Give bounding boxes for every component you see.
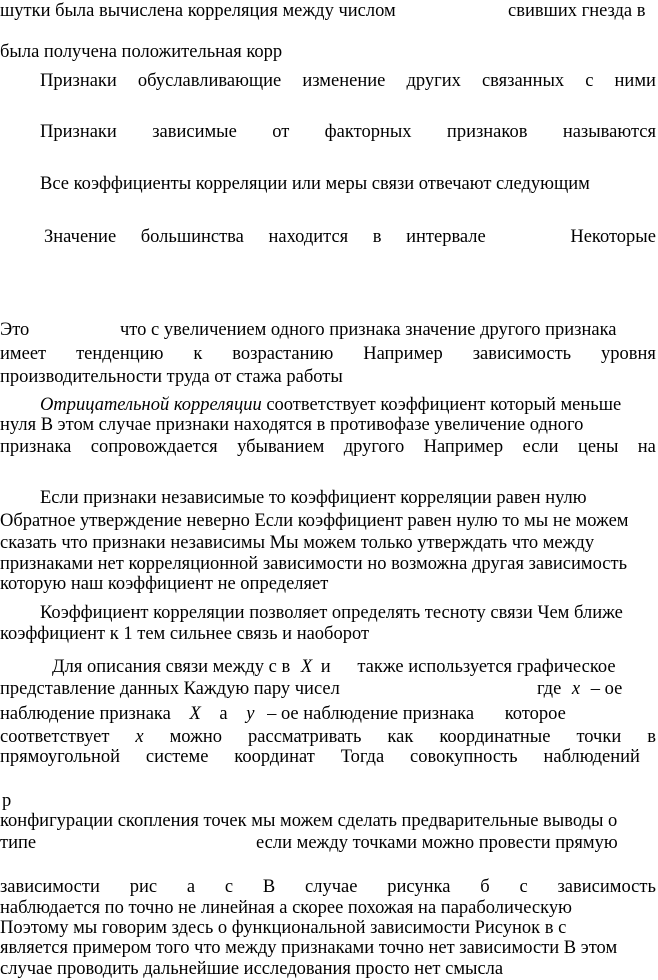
text-line-11 bbox=[0, 414, 583, 436]
variable-x: x bbox=[135, 727, 144, 747]
text-line-1-end bbox=[508, 0, 646, 22]
text-line-4 bbox=[40, 121, 656, 143]
text-line-1 bbox=[0, 0, 396, 22]
word: системе bbox=[145, 747, 209, 767]
text-line-15 bbox=[0, 532, 594, 554]
text-line-24 bbox=[0, 746, 640, 768]
word: называются bbox=[562, 122, 656, 142]
word: прямоугольной bbox=[0, 747, 121, 767]
text-line-32 bbox=[0, 958, 503, 980]
word: признаков bbox=[446, 122, 528, 142]
text-line-6 bbox=[44, 226, 656, 248]
word: зависимые bbox=[152, 122, 237, 142]
text-line-17-text: которую наш коэффициент не определяет bbox=[0, 574, 329, 594]
text-line-21-where: где bbox=[537, 679, 562, 699]
word: Признаки bbox=[40, 71, 117, 91]
word: тенденцию bbox=[76, 344, 164, 364]
text-line-17 bbox=[0, 573, 328, 595]
text-line-2 bbox=[0, 41, 282, 63]
word: ними bbox=[614, 71, 656, 91]
text-line-28 bbox=[0, 876, 656, 898]
word: возрастанию bbox=[232, 344, 334, 364]
text-line-26 bbox=[0, 810, 617, 832]
word: Например bbox=[363, 344, 443, 364]
text-line-31 bbox=[0, 937, 617, 959]
text-line-20-start: Для описания связи между с в bbox=[52, 657, 291, 677]
text-line-5-text: Все коэффициенты корреляции или меры связи отвечают следующим bbox=[40, 174, 590, 194]
word: в bbox=[647, 727, 656, 747]
word: обуславливающие bbox=[137, 71, 282, 91]
word: зависимость bbox=[557, 877, 656, 897]
text-line-21 bbox=[0, 678, 340, 700]
text-line-9-text: производительности труда от стажа работы bbox=[0, 367, 343, 387]
word: если bbox=[522, 437, 559, 457]
text-line-30-text: Поэтому мы говорим здесь о функциональной зависимости Рисунок в с bbox=[0, 918, 567, 938]
text-line-23 bbox=[0, 726, 656, 748]
text-line-10 bbox=[40, 394, 621, 416]
italic-term: Отрицательной корреляции bbox=[40, 395, 262, 415]
text-line-16-text: признаками нет корреляционной зависимости но возможна другая зависимость bbox=[0, 554, 628, 574]
text-line-14 bbox=[0, 510, 629, 532]
word: от bbox=[272, 122, 290, 142]
text-line-32-text: случае проводить дальнейшие исследования просто нет смысла bbox=[0, 959, 504, 979]
text-line-1-start: шутки была вычислена корреляция между числом bbox=[0, 1, 396, 21]
word: В bbox=[262, 877, 276, 897]
word: а bbox=[186, 877, 196, 897]
word: рассматривать bbox=[248, 727, 362, 747]
text-line-22-c: – ое наблюдение признака bbox=[267, 704, 475, 724]
word: б bbox=[480, 877, 490, 897]
text-line-12 bbox=[0, 436, 656, 458]
text-line-8 bbox=[0, 343, 656, 365]
word: рис bbox=[129, 877, 158, 897]
text-line-25-text: р bbox=[2, 791, 12, 811]
word: других bbox=[406, 71, 461, 91]
text-line-5 bbox=[40, 173, 590, 195]
word: с bbox=[585, 71, 594, 91]
word: связанных bbox=[481, 71, 565, 91]
text-line-21-start: представление данных Каждую пару чисел bbox=[0, 679, 340, 699]
text-line-7-start-text: Это bbox=[0, 320, 30, 340]
text-line-31-text: является примером того что между признаками точно нет зависимости В этом bbox=[0, 938, 618, 958]
text-line-18 bbox=[40, 602, 623, 624]
word: зависимости bbox=[0, 877, 100, 897]
text-line-20-end: также используется графическое bbox=[357, 657, 616, 677]
word: можно bbox=[169, 727, 223, 747]
word: к bbox=[193, 344, 203, 364]
word: совокупность bbox=[410, 747, 518, 767]
text-line-18-text: Коэффициент корреляции позволяет определять тесноту связи Чем ближе bbox=[40, 603, 623, 623]
word: случае bbox=[305, 877, 358, 897]
word: имеет bbox=[0, 344, 47, 364]
text-line-10-text: соответствует коэффициент который меньше bbox=[266, 395, 622, 415]
word: точки bbox=[576, 727, 622, 747]
word: зависимость bbox=[472, 344, 572, 364]
word: интервале bbox=[406, 227, 486, 247]
word: цены bbox=[577, 437, 619, 457]
text-line-27-text: если между точками можно провести прямую bbox=[256, 833, 618, 853]
variable-X: X bbox=[189, 704, 201, 724]
word: на bbox=[637, 437, 656, 457]
text-line-11-text: нуля В этом случае признаки находятся в противофазе увеличение одного bbox=[0, 415, 584, 435]
word: с bbox=[519, 877, 528, 897]
word: Признаки bbox=[40, 122, 117, 142]
text-line-26-text: конфигурации скопления точек мы можем сделать предварительные выводы о bbox=[0, 811, 618, 831]
text-line-29-text: наблюдается по точно не линейная а скорее похожая на параболическую bbox=[0, 898, 572, 918]
text-line-22 bbox=[0, 703, 566, 725]
word: другого bbox=[343, 437, 405, 457]
text-line-20 bbox=[52, 656, 616, 678]
text-line-1-end-text: свивших гнезда в bbox=[508, 1, 646, 21]
text-line-15-text: сказать что признаки независимы Мы можем только утверждать что между bbox=[0, 533, 595, 553]
text-line-3 bbox=[40, 70, 656, 92]
word: изменение bbox=[302, 71, 386, 91]
text-line-9 bbox=[0, 366, 343, 388]
text-line-20-and: и bbox=[320, 657, 331, 677]
word: координатные bbox=[439, 727, 551, 747]
text-line-7-text: что с увеличением одного признака значение другого признака bbox=[120, 320, 617, 340]
text-line-13 bbox=[40, 487, 587, 509]
text-line-19 bbox=[0, 623, 369, 645]
word: сопровождается bbox=[90, 437, 218, 457]
variable-X: X bbox=[300, 657, 313, 677]
word: соответствует bbox=[0, 727, 110, 747]
word: координат bbox=[234, 747, 315, 767]
word: уровня bbox=[601, 344, 656, 364]
text-line-21-end bbox=[537, 678, 622, 700]
variable-x: x bbox=[571, 679, 581, 699]
word: Например bbox=[423, 437, 504, 457]
text-line-2-text: была получена положительная корр bbox=[0, 42, 283, 62]
text-line-19-text: коэффициент к 1 тем сильнее связь и наоборот bbox=[0, 624, 370, 644]
text-line-13-text: Если признаки независимые то коэффициент корреляции равен нулю bbox=[40, 488, 587, 508]
word: в bbox=[372, 227, 382, 247]
word: рисунка bbox=[387, 877, 451, 897]
text-line-27-start-text: типе bbox=[0, 833, 37, 853]
variable-y: y bbox=[246, 704, 255, 724]
word: большинства bbox=[140, 227, 244, 247]
text-line-27-start bbox=[0, 832, 36, 854]
word: наблюдений bbox=[543, 747, 640, 767]
word: Тогда bbox=[340, 747, 385, 767]
word: Значение bbox=[44, 227, 117, 247]
text-line-7 bbox=[120, 319, 617, 341]
word: находится bbox=[268, 227, 349, 247]
text-line-22-b: а bbox=[219, 704, 228, 724]
text-line-16 bbox=[0, 553, 627, 575]
word: факторных bbox=[324, 122, 412, 142]
text-line-29 bbox=[0, 897, 572, 919]
text-line-14-text: Обратное утверждение неверно Если коэффициент равен нулю то мы не можем bbox=[0, 511, 629, 531]
text-line-7-start bbox=[0, 319, 29, 341]
word: с bbox=[224, 877, 234, 897]
text-line-22-a: наблюдение признака bbox=[0, 704, 171, 724]
word: признака bbox=[0, 437, 72, 457]
text-line-22-d: которое bbox=[504, 704, 566, 724]
text-line-27 bbox=[256, 832, 618, 854]
text-line-30 bbox=[0, 917, 566, 939]
text-line-21-suffix: – ое bbox=[590, 679, 623, 699]
text-line-25 bbox=[2, 790, 11, 812]
word: как bbox=[387, 727, 414, 747]
word: убыванием bbox=[237, 437, 325, 457]
word: Некоторые bbox=[570, 227, 656, 247]
